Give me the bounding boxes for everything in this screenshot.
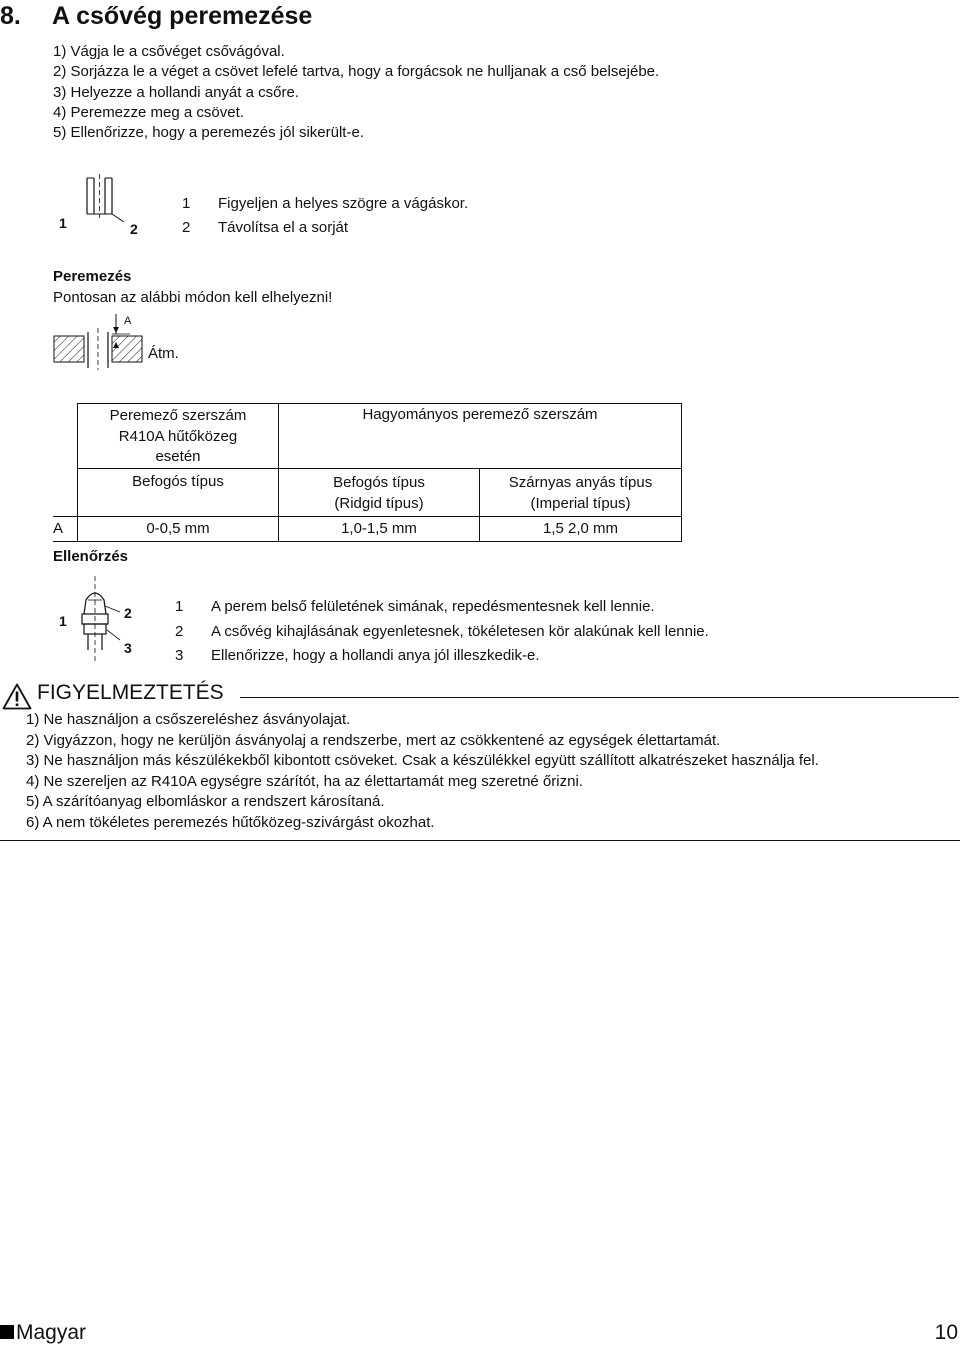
check-notes xyxy=(175,595,709,669)
flare-spec-table xyxy=(53,403,682,542)
diameter-label: Átm. xyxy=(148,345,179,362)
table-header-r410a: Peremező szerszám R410A hűtőközeg esetén xyxy=(78,404,279,469)
note-text: Figyeljen a helyes szögre a vágáskor. xyxy=(218,195,469,212)
warning-item: 4) Ne szereljen az R410A egységre szárítót, ha az élettartamát meg szeretné őrizni. xyxy=(26,772,583,790)
note-number: 1 xyxy=(175,598,184,615)
warning-list xyxy=(26,710,819,833)
note-number: 3 xyxy=(175,647,184,664)
steps-list xyxy=(53,42,659,143)
warning-item: 2) Vigyázzon, hogy ne kerüljön ásványolaj a rendszerbe, mert az csökkentené az egységek élettartamát. xyxy=(26,731,721,749)
note-text: Távolítsa el a sorját xyxy=(218,219,349,236)
table-value: 0-0,5 mm xyxy=(78,517,279,542)
warning-item: 1) Ne használjon a csőszereléshez ásványolajat. xyxy=(26,711,351,728)
table-sub-imperial: Szárnyas anyás típus (Imperial típus) xyxy=(480,469,682,517)
table-sub-ridgid: Befogós típus (Ridgid típus) xyxy=(279,469,480,517)
check-label-3: 3 xyxy=(124,640,132,656)
flare-label-a: A xyxy=(124,315,132,327)
note-number: 1 xyxy=(182,195,191,212)
step-item: 1) Vágja le a csővéget csővágóval. xyxy=(53,43,285,60)
language-marker-icon xyxy=(0,1325,14,1339)
step-item: 4) Peremezze meg a csövet. xyxy=(53,103,244,121)
warning-rule xyxy=(240,697,959,698)
note-number: 2 xyxy=(182,219,191,236)
check-label-1: 1 xyxy=(59,613,67,629)
figure1-notes xyxy=(182,192,468,240)
footer-language xyxy=(0,1321,86,1345)
section-bottom-rule xyxy=(0,840,960,841)
note-number: 2 xyxy=(175,622,184,640)
note-text: Ellenőrizze, hogy a hollandi anya jól illeszkedik-e. xyxy=(211,647,540,664)
step-item: 5) Ellenőrizze, hogy a peremezés jól sikerült-e. xyxy=(53,124,364,142)
figure1-label-2: 2 xyxy=(130,221,138,237)
pipe-cut-figure xyxy=(50,172,160,242)
peremezes-text: Pontosan az alábbi módon kell elhelyezni! xyxy=(53,289,333,306)
footer-language-text: Magyar xyxy=(16,1321,87,1344)
step-item: 3) Helyezze a hollandi anyát a csőre. xyxy=(53,83,299,101)
table-sub-clutch: Befogós típus xyxy=(78,469,279,517)
section-title xyxy=(0,2,312,31)
table-header-conventional: Hagyományos peremező szerszám xyxy=(279,404,682,469)
section-title-text: A csővég peremezése xyxy=(52,2,313,30)
note-text: A perem belső felületének simának, repedésmentesnek kell lennie. xyxy=(211,598,655,615)
check-heading: Ellenőrzés xyxy=(53,548,129,565)
peremezes-heading: Peremezés xyxy=(53,268,132,285)
check-label-2: 2 xyxy=(124,605,132,621)
step-item: 2) Sorjázza le a véget a csövet lefelé tartva, hogy a forgácsok ne hulljanak a cső belsejébe. xyxy=(53,63,660,81)
warning-item: 3) Ne használjon más készülékekből kibontott csöveket. Csak a készülékkel együtt szállított alkatrészeket használja fel. xyxy=(26,752,819,769)
table-value: 1,0-1,5 mm xyxy=(279,517,480,542)
warning-title: FIGYELMEZTETÉS xyxy=(37,681,224,704)
table-row-label: A xyxy=(53,517,78,542)
section-number: 8. xyxy=(0,2,21,30)
figure1-label-1: 1 xyxy=(59,215,67,231)
table-value: 1,5 2,0 mm xyxy=(480,517,682,542)
flare-check-figure xyxy=(72,576,132,664)
note-text: A csővég kihajlásának egyenletesnek, tökéletesen kör alakúnak kell lennie. xyxy=(211,622,709,640)
warning-triangle-icon xyxy=(2,683,32,710)
page-number: 10 xyxy=(934,1321,958,1344)
warning-item: 6) A nem tökéletes peremezés hűtőközeg-szivárgást okozhat. xyxy=(26,813,435,831)
warning-item: 5) A szárítóanyag elbomláskor a rendszert károsítaná. xyxy=(26,793,385,810)
